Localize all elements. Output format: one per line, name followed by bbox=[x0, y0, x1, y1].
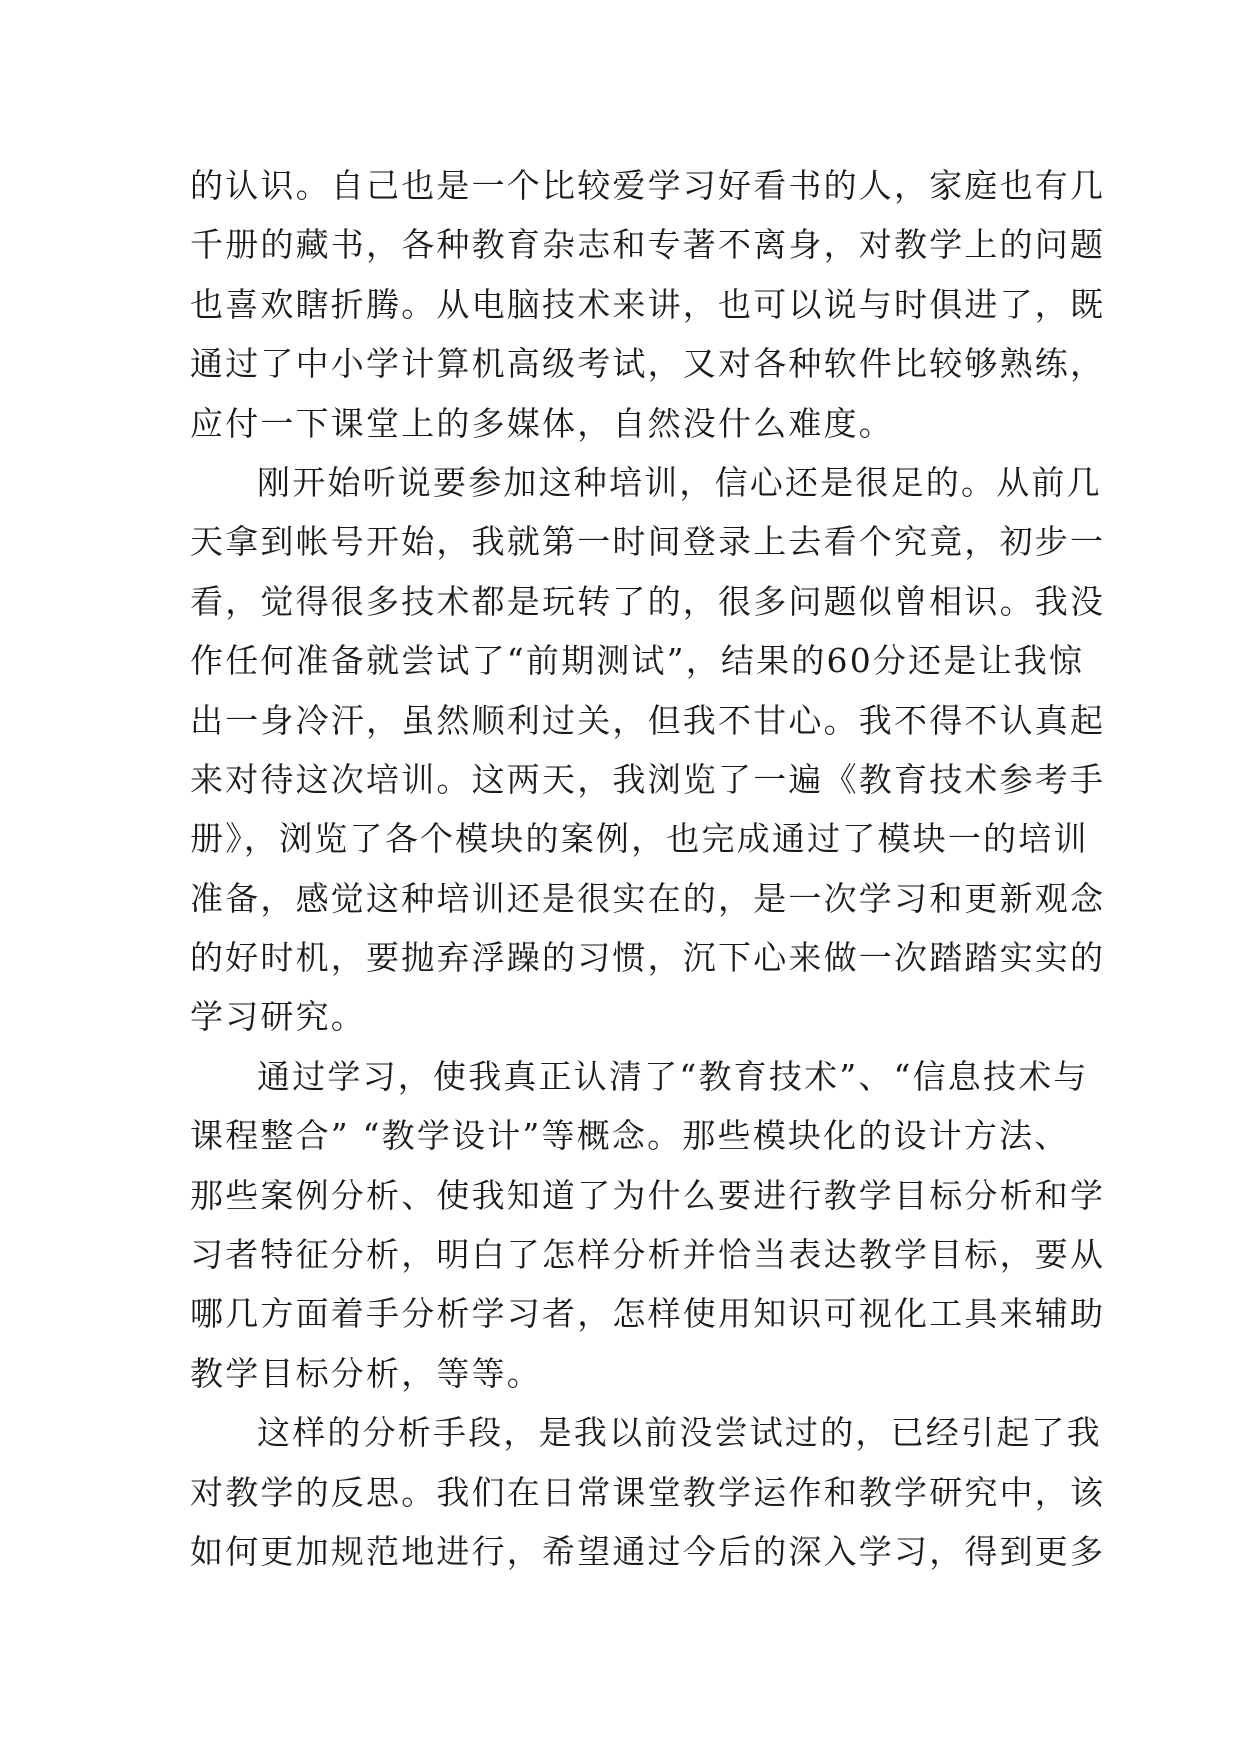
text-line: 应付一下课堂上的多媒体，自然没什么难度。 bbox=[190, 403, 894, 443]
text-line: 的好时机，要抛弃浮躁的习惯，沉下心来做一次踏踏实实的 bbox=[190, 938, 1106, 978]
text-line: 对教学的反思。我们在日常课堂教学运作和教学研究中，该 bbox=[190, 1472, 1106, 1512]
text-line: 习者特征分析，明白了怎样分析并恰当表达教学目标，要从 bbox=[190, 1235, 1106, 1275]
text-line: 看，觉得很多技术都是玩转了的，很多问题似曾相识。我没 bbox=[190, 581, 1106, 621]
text-line: 天拿到帐号开始，我就第一时间登录上去看个究竟，初步一 bbox=[190, 522, 1106, 562]
text-line: 的认识。自己也是一个比较爱学习好看书的人，家庭也有几 bbox=[190, 166, 1106, 205]
text-line: 准备，感觉这种培训还是很实在的，是一次学习和更新观念 bbox=[190, 878, 1106, 918]
text-line: 学习研究。 bbox=[190, 997, 366, 1037]
text-line: 课程整合” “教学设计”等概念。那些模块化的设计方法、 bbox=[190, 1116, 1070, 1156]
text-line: 来对待这次培训。这两天，我浏览了一遍《教育技术参考手 bbox=[190, 759, 1106, 799]
document-body bbox=[190, 156, 1106, 1581]
text-line: 册》，浏览了各个模块的案例，也完成通过了模块一的培训 bbox=[190, 819, 1089, 859]
text-line: 那些案例分析、使我知道了为什么要进行教学目标分析和学 bbox=[190, 1175, 1106, 1215]
text-line: 通过了中小学计算机高级考试，又对各种软件比较够熟练， bbox=[190, 344, 1106, 384]
text-line: 也喜欢瞎折腾。从电脑技术来讲，也可以说与时俱进了，既 bbox=[190, 284, 1106, 324]
text-line: 教学目标分析，等等。 bbox=[190, 1353, 542, 1393]
text-line: 出一身冷汗，虽然顺利过关，但我不甘心。我不得不认真起 bbox=[190, 700, 1106, 740]
text-line: 千册的藏书，各种教育杂志和专著不离身，对教学上的问题 bbox=[190, 225, 1106, 265]
text-line: 作任何准备就尝试了“前期测试”，结果的60分还是让我惊 bbox=[190, 641, 1085, 681]
paragraph-first-line: 这样的分析手段，是我以前没尝试过的，已经引起了我 bbox=[257, 1413, 1102, 1453]
text-line: 哪几方面着手分析学习者，怎样使用知识可视化工具来辅助 bbox=[190, 1294, 1106, 1334]
paragraph-first-line: 通过学习，使我真正认清了“教育技术”、“信息技术与 bbox=[257, 1056, 1089, 1096]
paragraph-first-line: 刚开始听说要参加这种培训，信心还是很足的。从前几 bbox=[257, 462, 1102, 502]
text-line: 如何更加规范地进行，希望通过今后的深入学习，得到更多 bbox=[190, 1531, 1106, 1571]
